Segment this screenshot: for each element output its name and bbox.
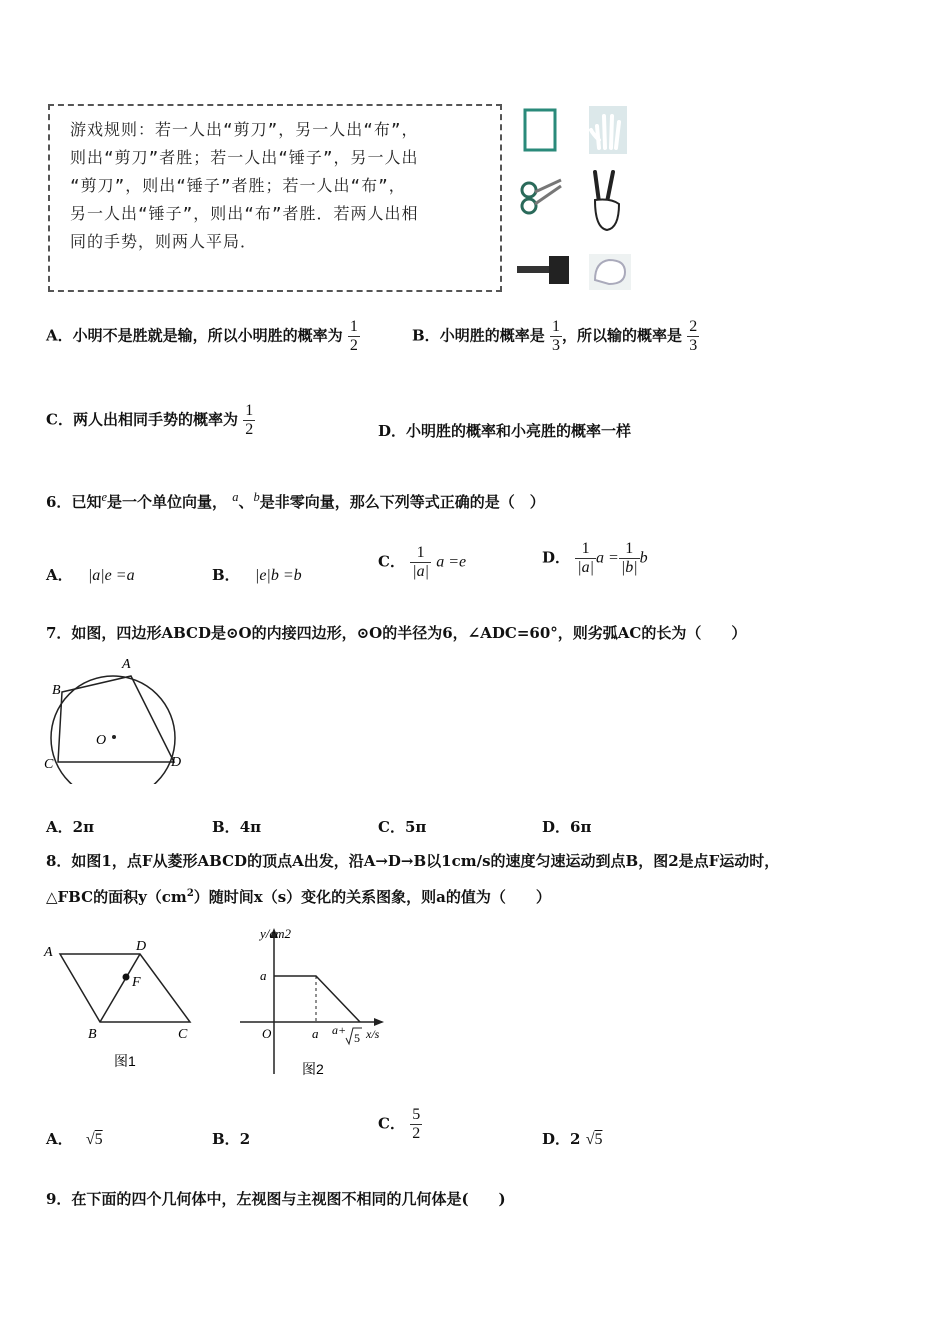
q6-option-c: C． $\frac{1}{|a|}$ a =e xyxy=(378,544,467,580)
q6-stem: 6．已知$^e$是一个单位向量， $^a$、$^b$是非零向量，那么下列等式正确的是（ ） xyxy=(46,490,545,511)
q5-option-b: B．小明胜的概率是 $\frac{1}{3}$ ，所以输的概率是 $\frac{2}{3}$ xyxy=(412,318,698,354)
q8-option-a: A． √5 xyxy=(46,1130,103,1148)
q5-option-a: A．小明不是胜就是输，所以小明胜的概率为 $\frac{1}{2}$ xyxy=(46,318,358,354)
q7-stem: 7．如图，四边形ABCD是⊙O的内接四边形，⊙O的半径为6，∠ADC=60°，则劣弧AC的长为（ ） xyxy=(46,624,747,642)
victory-hand-icon xyxy=(595,172,619,230)
open-hand-icon xyxy=(589,106,627,154)
q7-option-d: D．6π xyxy=(542,818,592,836)
q8-stem-line2: △FBC的面积$y(cm^2)$随时间x（s）变化的关系图象，则a的值为（ ） xyxy=(46,888,551,906)
graph-line xyxy=(274,976,360,1022)
svg-text:5: 5 xyxy=(354,1031,360,1045)
q7-option-a: A．2π xyxy=(46,818,95,836)
q8-option-c: C． $\frac{5}{2}$ xyxy=(378,1106,421,1142)
svg-text:D: D xyxy=(136,939,147,954)
label-c: C xyxy=(44,757,54,772)
q8-option-b: B．2 xyxy=(212,1130,251,1148)
quadrilateral-abcd xyxy=(58,676,174,762)
q8-option-d: D．2 √5 xyxy=(542,1130,603,1148)
svg-text:C: C xyxy=(178,1027,188,1042)
q9-stem: 9．在下面的四个几何体中，左视图与主视图不相同的几何体是( ) xyxy=(46,1190,506,1208)
x-axis-arrow xyxy=(374,1018,384,1026)
fraction: $\frac{1}{|a|}$ xyxy=(577,540,595,576)
fist-icon xyxy=(589,254,631,290)
svg-text:O: O xyxy=(262,1026,272,1041)
svg-text:F: F xyxy=(132,975,141,990)
q8-figure2 xyxy=(234,922,394,1082)
gesture-icons xyxy=(515,104,635,294)
center-point xyxy=(112,735,116,739)
fraction: $\frac{5}{2}$ xyxy=(412,1106,421,1142)
rule-line: 另一人出“锤子”，则出“布”者胜．若两人出相 xyxy=(70,204,419,223)
q5-option-c: C．两人出相同手势的概率为 $\frac{1}{2}$ xyxy=(46,402,254,438)
fraction: $\frac{1}{2}$ xyxy=(245,402,254,438)
svg-text:B: B xyxy=(88,1027,97,1042)
svg-text:图2: 图2 xyxy=(302,1061,324,1077)
svg-text:y/cm2: y/cm2 xyxy=(260,926,292,941)
label-a: A xyxy=(122,657,131,672)
svg-text:a: a xyxy=(312,1026,319,1041)
hammer-icon xyxy=(517,256,569,284)
rule-line: 同的手势，则两人平局． xyxy=(70,232,258,251)
q6-option-a: A． |a|e =a xyxy=(46,566,135,584)
fraction: $\frac{1}{|a|}$ xyxy=(412,544,429,580)
fraction: $\frac{1}{2}$ xyxy=(349,318,358,354)
q7-option-c: C．5π xyxy=(378,818,427,836)
q6-option-b: B． |e|b =b xyxy=(212,566,302,584)
svg-text:x/s: x/s xyxy=(366,1027,380,1041)
svg-text:a+: a+ xyxy=(332,1023,347,1037)
rule-line: 游戏规则：若一人出“剪刀”，另一人出“布”， xyxy=(70,120,419,139)
q7-option-b: B．4π xyxy=(212,818,262,836)
rule-line: “剪刀”，则出“锤子”者胜；若一人出“布”， xyxy=(70,176,406,195)
fraction: $\frac{2}{3}$ xyxy=(689,318,698,354)
game-rules-text xyxy=(70,116,490,256)
rhombus-abcd xyxy=(60,954,190,1022)
q6-option-d: D． $\frac{1}{|a|}$ a = $\frac{1}{|b|}$ b xyxy=(542,540,648,576)
q8-stem-line1: 8．如图1，点F从菱形ABCD的顶点A出发，沿A→D→B以1cm/s的速度匀速运动到点B，图2是点F运动时， xyxy=(46,852,780,870)
scissors-icon xyxy=(522,180,561,213)
q5-option-d: D．小明胜的概率和小亮胜的概率一样 xyxy=(378,422,632,440)
svg-text:A: A xyxy=(44,945,53,960)
label-d: D xyxy=(171,755,182,770)
q7-circle-figure xyxy=(40,654,190,784)
paper-icon xyxy=(525,110,555,150)
point-f xyxy=(123,974,130,981)
fraction: $\frac{1}{3}$ xyxy=(551,318,560,354)
fraction: $\frac{1}{|b|}$ xyxy=(620,540,638,576)
rule-line: 则出“剪刀”者胜；若一人出“锤子”，另一人出 xyxy=(70,148,419,167)
label-o: O xyxy=(96,733,107,748)
label-b: B xyxy=(52,683,61,698)
svg-text:图1: 图1 xyxy=(114,1053,136,1069)
svg-text:a: a xyxy=(260,968,267,983)
circle-o xyxy=(51,676,175,784)
q8-figure1 xyxy=(40,930,210,1075)
